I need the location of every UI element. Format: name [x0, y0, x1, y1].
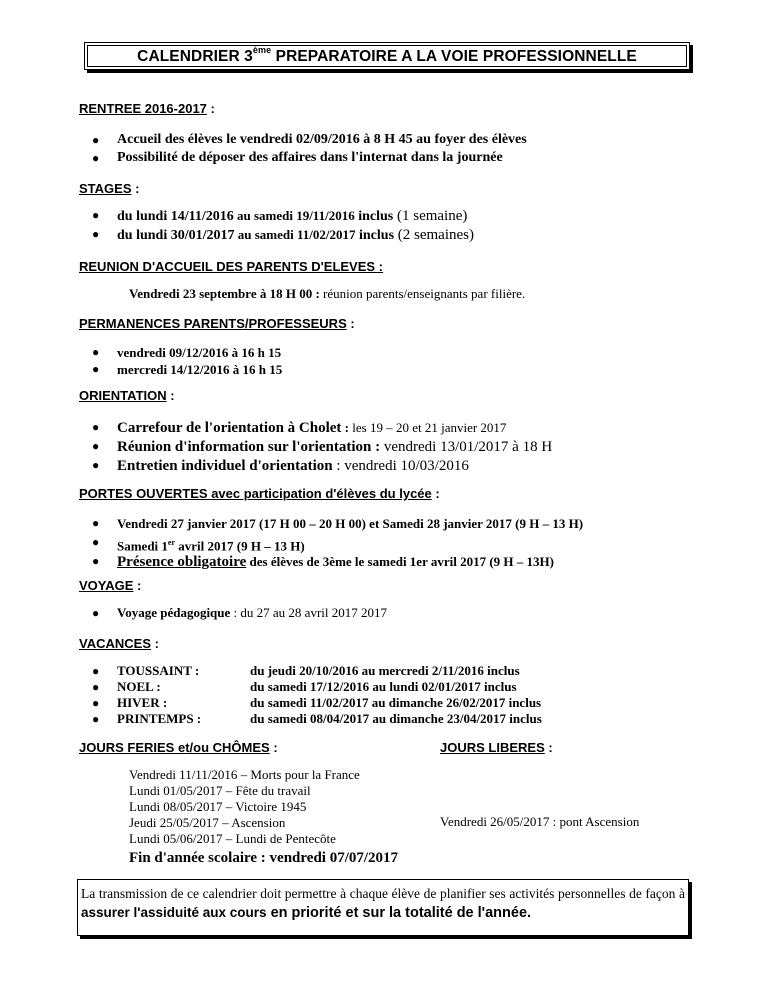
- bullet-icon: ●: [92, 458, 100, 472]
- vacances-list: [92, 663, 542, 727]
- list-item: Lundi 05/06/2017 – Lundi de Pentecôte: [129, 831, 336, 846]
- bullet-icon: ●: [92, 345, 100, 359]
- heading-orientation: ORIENTATION :: [79, 388, 175, 403]
- heading-permanences: PERMANENCES PARENTS/PROFESSEURS :: [79, 316, 355, 331]
- jours-liberes-item: Vendredi 26/05/2017 : pont Ascension: [440, 814, 640, 829]
- list-item: Lundi 01/05/2017 – Fête du travail: [129, 783, 311, 798]
- list-item: ● TOUSSAINT : du jeudi 20/10/2016 au mercredi 2/11/2016 inclus: [92, 663, 520, 678]
- heading-jours-feries: JOURS FERIES et/ou CHÔMES :: [79, 740, 278, 755]
- rentree-list: [92, 131, 527, 167]
- voyage-list: [92, 604, 388, 622]
- bullet-icon: ●: [92, 606, 100, 620]
- list-item: ● Accueil des élèves le vendredi 02/09/2016 à 8 H 45 au foyer des élèves: [92, 132, 527, 147]
- list-item: ● Carrefour de l'orientation à Cholet : les 19 – 20 et 21 janvier 2017: [92, 420, 507, 436]
- heading-portes-ouvertes: PORTES OUVERTES avec participation d'élèves du lycée :: [79, 486, 440, 501]
- list-item: ● Voyage pédagogique : du 27 au 28 avril 2017 2017: [92, 605, 388, 620]
- notice-box: [77, 879, 689, 936]
- heading-rentree: RENTREE 2016-2017 :: [79, 101, 215, 116]
- notice-text: La transmission de ce calendrier doit permettre à chaque élève de planifier ses activités personnelles de façon à assurer l'assiduité aux cours en priorité et sur la totalité de l'année.: [81, 886, 685, 921]
- bullet-icon: ●: [92, 664, 100, 678]
- fin-annee: Fin d'année scolaire : vendredi 07/07/2017: [129, 850, 399, 866]
- list-item: Vendredi 11/11/2016 – Morts pour la France: [129, 767, 360, 782]
- reunion-text: Vendredi 23 septembre à 18 H 00 : réunion parents/enseignants par filière.: [129, 286, 526, 301]
- permanences-list: [92, 344, 283, 378]
- list-item: ● du lundi 14/11/2016 au samedi 19/11/2016 inclus (1 semaine): [92, 208, 468, 224]
- heading-jours-liberes: JOURS LIBERES :: [440, 740, 553, 755]
- bullet-icon: ●: [92, 227, 100, 241]
- heading-voyage: VOYAGE :: [79, 578, 142, 593]
- list-item: ● Présence obligatoire des élèves de 3ème le samedi 1er avril 2017 (9 H – 13H): [92, 554, 554, 570]
- bullet-icon: ●: [92, 535, 100, 549]
- list-item: ● Possibilité de déposer des affaires dans l'internat dans la journée: [92, 150, 503, 165]
- bullet-icon: ●: [92, 712, 100, 726]
- page-title: CALENDRIER 3ème PREPARATOIRE A LA VOIE PROFESSIONNELLE: [137, 45, 637, 66]
- list-item: ● HIVER : du samedi 11/02/2017 au dimanche 26/02/2017 inclus: [92, 695, 542, 710]
- bullet-icon: ●: [92, 151, 100, 165]
- bullet-icon: ●: [92, 133, 100, 147]
- bullet-icon: ●: [92, 516, 100, 530]
- heading-reunion: REUNION D'ACCUEIL DES PARENTS D'ELEVES :: [79, 259, 384, 274]
- list-item: ● Vendredi 27 janvier 2017 (17 H 00 – 20 H 00) et Samedi 28 janvier 2017 (9 H – 13 H): [92, 516, 584, 531]
- list-item: ● PRINTEMPS : du samedi 08/04/2017 au dimanche 23/04/2017 inclus: [92, 711, 542, 726]
- portes-list: [92, 514, 584, 571]
- list-item: ● Réunion d'information sur l'orientation : vendredi 13/01/2017 à 18 H: [92, 439, 553, 455]
- bullet-icon: ●: [92, 439, 100, 453]
- bullet-icon: ●: [92, 554, 100, 568]
- stages-list: [92, 206, 474, 244]
- list-item: Jeudi 25/05/2017 – Ascension: [129, 815, 286, 830]
- bullet-icon: ●: [92, 680, 100, 694]
- bullet-icon: ●: [92, 696, 100, 710]
- list-item: ● Entretien individuel d'orientation : vendredi 10/03/2016: [92, 458, 469, 474]
- heading-vacances: VACANCES :: [79, 636, 159, 651]
- list-item: ● vendredi 09/12/2016 à 16 h 15: [92, 345, 282, 360]
- list-item: ● NOEL : du samedi 17/12/2016 au lundi 02/01/2017 inclus: [92, 679, 517, 694]
- bullet-icon: ●: [92, 420, 100, 434]
- list-item: ● du lundi 30/01/2017 au samedi 11/02/2017 inclus (2 semaines): [92, 227, 474, 243]
- list-item: ● mercredi 14/12/2016 à 16 h 15: [92, 362, 283, 377]
- bullet-icon: ●: [92, 208, 100, 222]
- heading-stages: STAGES :: [79, 181, 140, 196]
- feries-list: [129, 767, 360, 847]
- title-box: [84, 42, 690, 70]
- bullet-icon: ●: [92, 362, 100, 376]
- list-item: ● Samedi 1er avril 2017 (9 H – 13 H): [92, 535, 305, 554]
- orientation-list: [92, 418, 553, 475]
- list-item: Lundi 08/05/2017 – Victoire 1945: [129, 799, 307, 814]
